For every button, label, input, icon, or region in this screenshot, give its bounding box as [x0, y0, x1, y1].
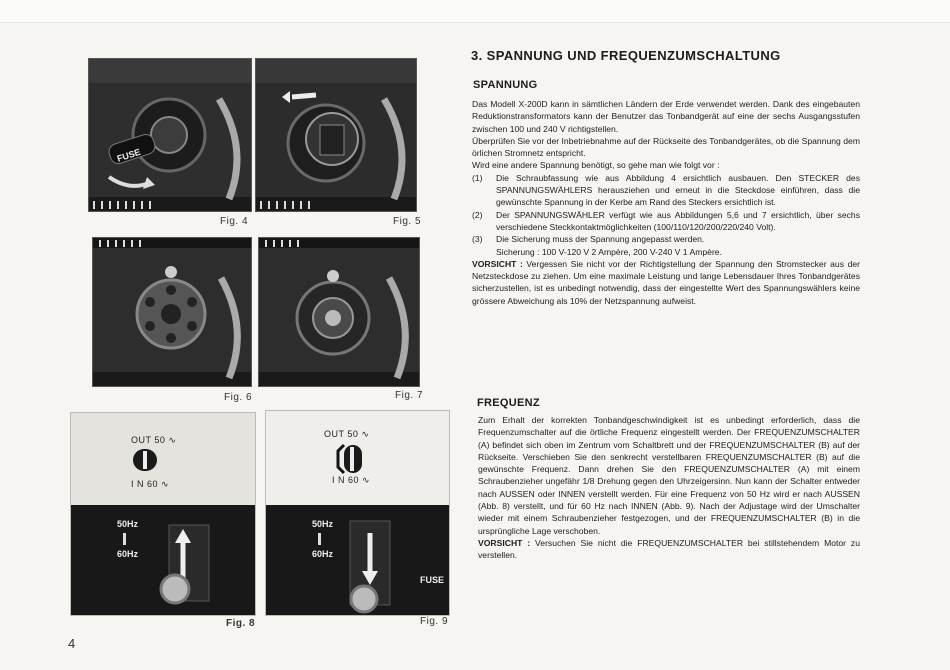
- hz50-label: 50Hz: [117, 519, 139, 529]
- warning-text: Vergessen Sie nicht vor der Richtigstellung der Spannung den Stromstecker aus der Netzsteckdose zu ziehen. Um eine maximale Leistung und lange Lebensdauer Ihres Tonbandgerätes sicherzustellen, ist es unbedingt notwendig, dass der eingestellte Wert des Spannungswählers keine grössere Abweichung als 10% der Netzspannung aufweist.: [472, 258, 860, 306]
- hz60-label-fig9: 60Hz: [312, 549, 334, 559]
- frequenz-text-block: [478, 414, 860, 562]
- spannung-text-block: [472, 98, 860, 307]
- list-item-number: (3): [472, 234, 483, 245]
- spannung-heading: SPANNUNG: [473, 79, 538, 91]
- list-item: [472, 233, 860, 245]
- figure-7-caption: Fig. 7: [395, 390, 424, 401]
- spannung-intro: Das Modell X-200D kann in sämtlichen Ländern der Erde verwendet werden. Dank des eingebauten Reduktionstransformators kann der Benutzer das Tonbandgerät auf eine der sechs Ausgangsstufen zwischen 100 und 240 V richtigstellen.: [472, 99, 860, 134]
- figure-4-caption: Fig. 4: [220, 216, 249, 227]
- list-item-number: (2): [472, 209, 483, 220]
- figure-8-photo: [70, 412, 256, 616]
- figure-6-photo: [92, 237, 252, 387]
- warning-text: Versuchen Sie nicht die FREQUENZUMSCHALTER bei stillstehendem Motor zu verstellen.: [478, 537, 861, 561]
- page-number: 4: [68, 636, 76, 651]
- in-60-label-fig9: I N 60 ∿: [332, 475, 371, 485]
- fuse-cap-label: FUSE: [115, 146, 142, 164]
- frequenz-heading: FREQUENZ: [477, 397, 540, 409]
- list-item-text: Die Sicherung muss der Spannung angepasst werden.: [496, 234, 705, 245]
- spannung-check: Überprüfen Sie vor der Inbetriebnahme auf der Rückseite des Tonbandgerätes, ob die Spannung dem örlichen Stromnetz entspricht.: [472, 135, 860, 159]
- out-50-label: OUT 50 ∿: [131, 435, 177, 445]
- fuse-rating-line: Sicherung : 100 V-120 V 2 Ampère, 200 V-240 V 1 Ampère.: [496, 246, 722, 257]
- hz50-label-fig9: 50Hz: [312, 519, 334, 529]
- warning-label: VORSICHT :: [478, 537, 531, 548]
- fuse-side-label: FUSE: [420, 575, 445, 585]
- section-title: 3. SPANNUNG UND FREQUENZUMSCHALTUNG: [471, 48, 781, 63]
- figure-9-photo: [265, 410, 450, 616]
- hz60-label: 60Hz: [117, 549, 139, 559]
- list-item-text: Der SPANNUNGSWÄHLER verfügt wie aus Abbildungen 5,6 und 7 ersichtlich, über sechs verschiedene Steckkontaktmöglichkeiten (100/110/120/200/220/240 Volt).: [496, 209, 860, 232]
- frequenz-warning: [478, 537, 860, 562]
- figure-9-caption: Fig. 9: [420, 616, 449, 627]
- figure-6-caption: Fig. 6: [224, 392, 253, 403]
- out-50-label-fig9: OUT 50 ∿: [324, 429, 370, 439]
- in-60-label: I N 60 ∿: [131, 479, 170, 489]
- figure-5-photo: [255, 58, 417, 212]
- page-top-edge: [0, 0, 950, 23]
- list-item-number: (1): [472, 172, 483, 183]
- list-item-text: Die Schraubfassung wie aus Abbildung 4 ersichtlich ausbauen. Den STECKER des SPANNUNGSWÄHLERS herausziehen und erneut in die Steckdose einführen, dass die gewünschte Spannung in der Kerbe am Rand des Steckers ersichtlich ist.: [496, 172, 860, 208]
- figure-4-photo: [88, 58, 252, 212]
- warning-label: VORSICHT :: [472, 258, 523, 269]
- figure-8-caption: Fig. 8: [226, 618, 256, 629]
- list-item: [472, 209, 860, 234]
- figure-7-photo: [258, 237, 420, 387]
- spannung-warning: [472, 258, 860, 307]
- figure-5-caption: Fig. 5: [393, 216, 422, 227]
- frequenz-text: Zum Erhalt der korrekten Tonbandgeschwindigkeit ist es unbedingt erforderlich, dass die Frequenzumschalter auf die örtliche Frequenz eingestellt werden. Der FREQUENZUMSCHALTER (A) befindet sich oben im Zentrum vom Schaltbrett und der FREQUENZUMSCHALTER (B) auf der Rückseite. Verschieben Sie den senkrecht verstellbaren FREQUENZUMSCHALTER (B) auf die gewünschte Frequenz. Dann drehen Sie den FREQUENZUMSCHALTER (A) mit einem Schraubenzieher ungefähr 1/8 Drehung gegen den Uhrzeigersinn. Nun kann der Schalter entweder nach AUSSEN oder INNEN verstellt werden. Für eine Frequenz von 50 Hz wird er nach AUSSEN (Abb. 8) verstellt, und für 60 Hz nach INNEN (Abb. 9). Nach der Adjustage wird der Umschalter wieder mit einem Schraubenzieher festgezogen, und der FREQUENZUMSCHALTER (B) in die ursprüngliche Lage verschoben.: [478, 415, 860, 536]
- list-item: [472, 172, 860, 209]
- spannung-other: Wird eine andere Spannung benötigt, so gehe man wie folgt vor :: [472, 160, 720, 171]
